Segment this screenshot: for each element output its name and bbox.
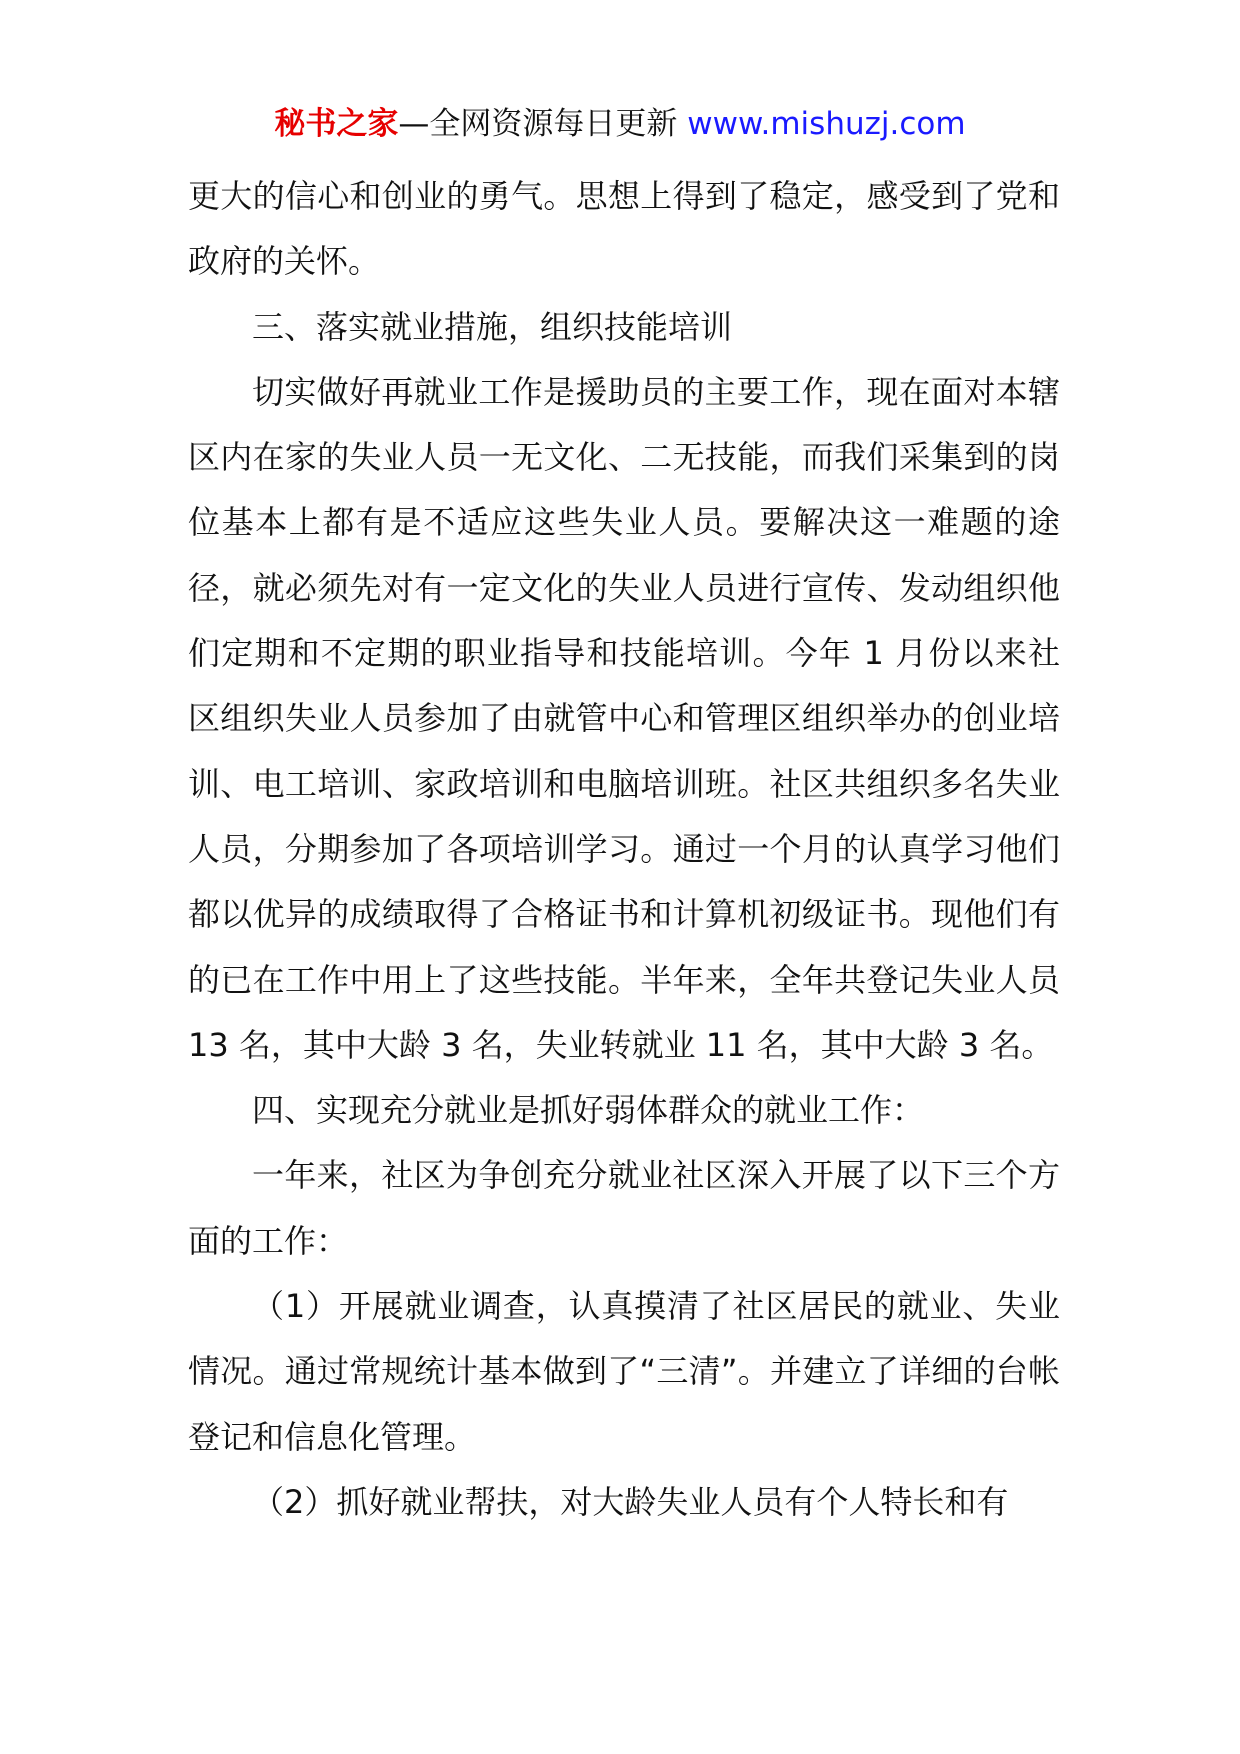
page-header [0, 100, 1240, 148]
section-heading-4: 四、实现充分就业是抓好弱体群众的就业工作： [252, 1091, 925, 1130]
section-heading-3: 三、落实就业措施，组织技能培训 [252, 307, 733, 346]
list-item-2: （2）抓好就业帮扶，对大龄失业人员有个人特长和有 [252, 1482, 1009, 1521]
header-url-link[interactable]: www.mishuzj.com [687, 106, 966, 142]
paragraph-2: 切实做好再就业工作是援助员的主要工作，现在面对本辖区内在家的失业人员一无文化、二无技能，而我们采集到的岗位基本上都有是不适应这些失业人员。要解决这一难题的途径，就必须先对有一定文化的失业人员进行宣传、发动组织他们定期和不定期的职业指导和技能培训。今年 1 月份以来社区组织失业人员参加了由就管中心和管理区组织举办的创业培训、电工培训、家政培训和电脑培训班。社区共组织多名失业人员，分期参加了各项培训学习。通过一个月的认真学习他们都以优异的成绩取得了合格证书和计算机初级证书。现他们有的已在工作中用上了这些技能。半年来，全年共登记失业人员 13 名，其中大龄 3 名，失业转就业 11 名，其中大龄 3 名。 [188, 372, 1060, 1064]
header-tagline: —全网资源每日更新 [398, 106, 678, 142]
paragraph-1: 更大的信心和创业的勇气。思想上得到了稳定，感受到了党和政府的关怀。 [188, 177, 1060, 281]
paragraph-3: 一年来，社区为争创充分就业社区深入开展了以下三个方面的工作： [188, 1156, 1060, 1260]
list-item-1: （1）开展就业调查，认真摸清了社区居民的就业、失业情况。通过常规统计基本做到了“三清”。并建立了详细的台帐登记和信息化管理。 [188, 1287, 1060, 1456]
brand-name: 秘书之家 [274, 106, 399, 142]
document-body [188, 164, 1060, 1535]
